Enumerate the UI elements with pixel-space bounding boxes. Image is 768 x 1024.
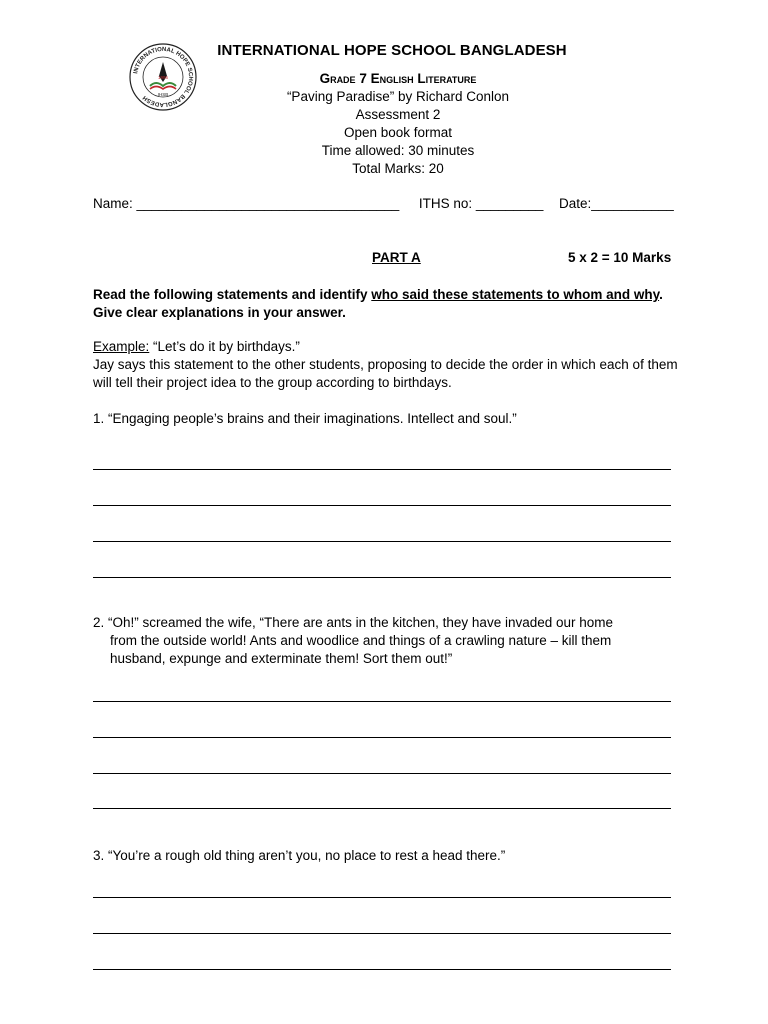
- question-2-line-2: from the outside world! Ants and woodlice and things of a crawling nature – kill them: [110, 633, 612, 648]
- answer-line[interactable]: [93, 505, 671, 506]
- grade-line: Grade 7 English Literature: [319, 71, 477, 86]
- answer-line[interactable]: [93, 701, 671, 702]
- question-1: [93, 410, 683, 428]
- title-line: “Paving Paradise” by Richard Conlon: [286, 89, 510, 104]
- answer-line[interactable]: [93, 577, 671, 578]
- iths-field[interactable]: ITHS no: _________: [418, 196, 544, 211]
- total-marks-line: Total Marks: 20: [352, 161, 444, 176]
- question-2: [93, 614, 683, 668]
- answer-line[interactable]: [93, 737, 671, 738]
- instructions-underlined: who said these statements to whom and why: [371, 287, 660, 302]
- logo-initials: IHSB: [157, 92, 169, 97]
- assessment-header: [0, 70, 768, 178]
- instructions-text-end: .: [659, 287, 663, 302]
- question-1-text: 1. “Engaging people’s brains and their imaginations. Intellect and soul.”: [93, 411, 517, 426]
- example-block: [93, 338, 683, 392]
- example-answer: Jay says this statement to the other students, proposing to decide the order in which each of them will tell their project idea to the group according to birthdays.: [93, 357, 678, 390]
- answer-line[interactable]: [93, 933, 671, 934]
- logo-ring-text: INTERNATIONAL HOPE SCHOOL BANGLADESH: [133, 46, 194, 108]
- instructions: [93, 286, 683, 322]
- date-field[interactable]: Date:___________: [558, 196, 674, 211]
- answer-line[interactable]: [93, 897, 671, 898]
- question-2-line-1: 2. “Oh!” screamed the wife, “There are ants in the kitchen, they have invaded our home: [93, 615, 614, 630]
- answer-line[interactable]: [93, 773, 671, 774]
- name-field[interactable]: Name: ___________________________________: [93, 196, 400, 211]
- school-name: INTERNATIONAL HOPE SCHOOL BANGLADESH: [217, 42, 567, 59]
- assessment-line: Assessment 2: [355, 107, 441, 122]
- instructions-line-2: Give clear explanations in your answer.: [93, 305, 346, 320]
- question-2-line-3: husband, expunge and exterminate them! Sort them out!”: [110, 651, 453, 666]
- example-label: Example:: [93, 339, 150, 354]
- student-info-row: [93, 196, 673, 211]
- example-quote: “Let’s do it by birthdays.”: [149, 339, 300, 354]
- logo-year: 1996: [157, 75, 169, 80]
- answer-line[interactable]: [93, 541, 671, 542]
- answer-line[interactable]: [93, 969, 671, 970]
- part-a-title: PART A: [372, 250, 421, 265]
- time-allowed-line: Time allowed: 30 minutes: [321, 143, 475, 158]
- question-3-text: 3. “You’re a rough old thing aren’t you, no place to rest a head there.”: [93, 848, 506, 863]
- format-line: Open book format: [343, 125, 453, 140]
- answer-line[interactable]: [93, 469, 671, 470]
- question-3: [93, 847, 683, 865]
- answer-line[interactable]: [93, 808, 671, 809]
- part-a-marks: 5 x 2 = 10 Marks: [568, 250, 672, 265]
- instructions-text-start: Read the following statements and identify: [93, 287, 372, 302]
